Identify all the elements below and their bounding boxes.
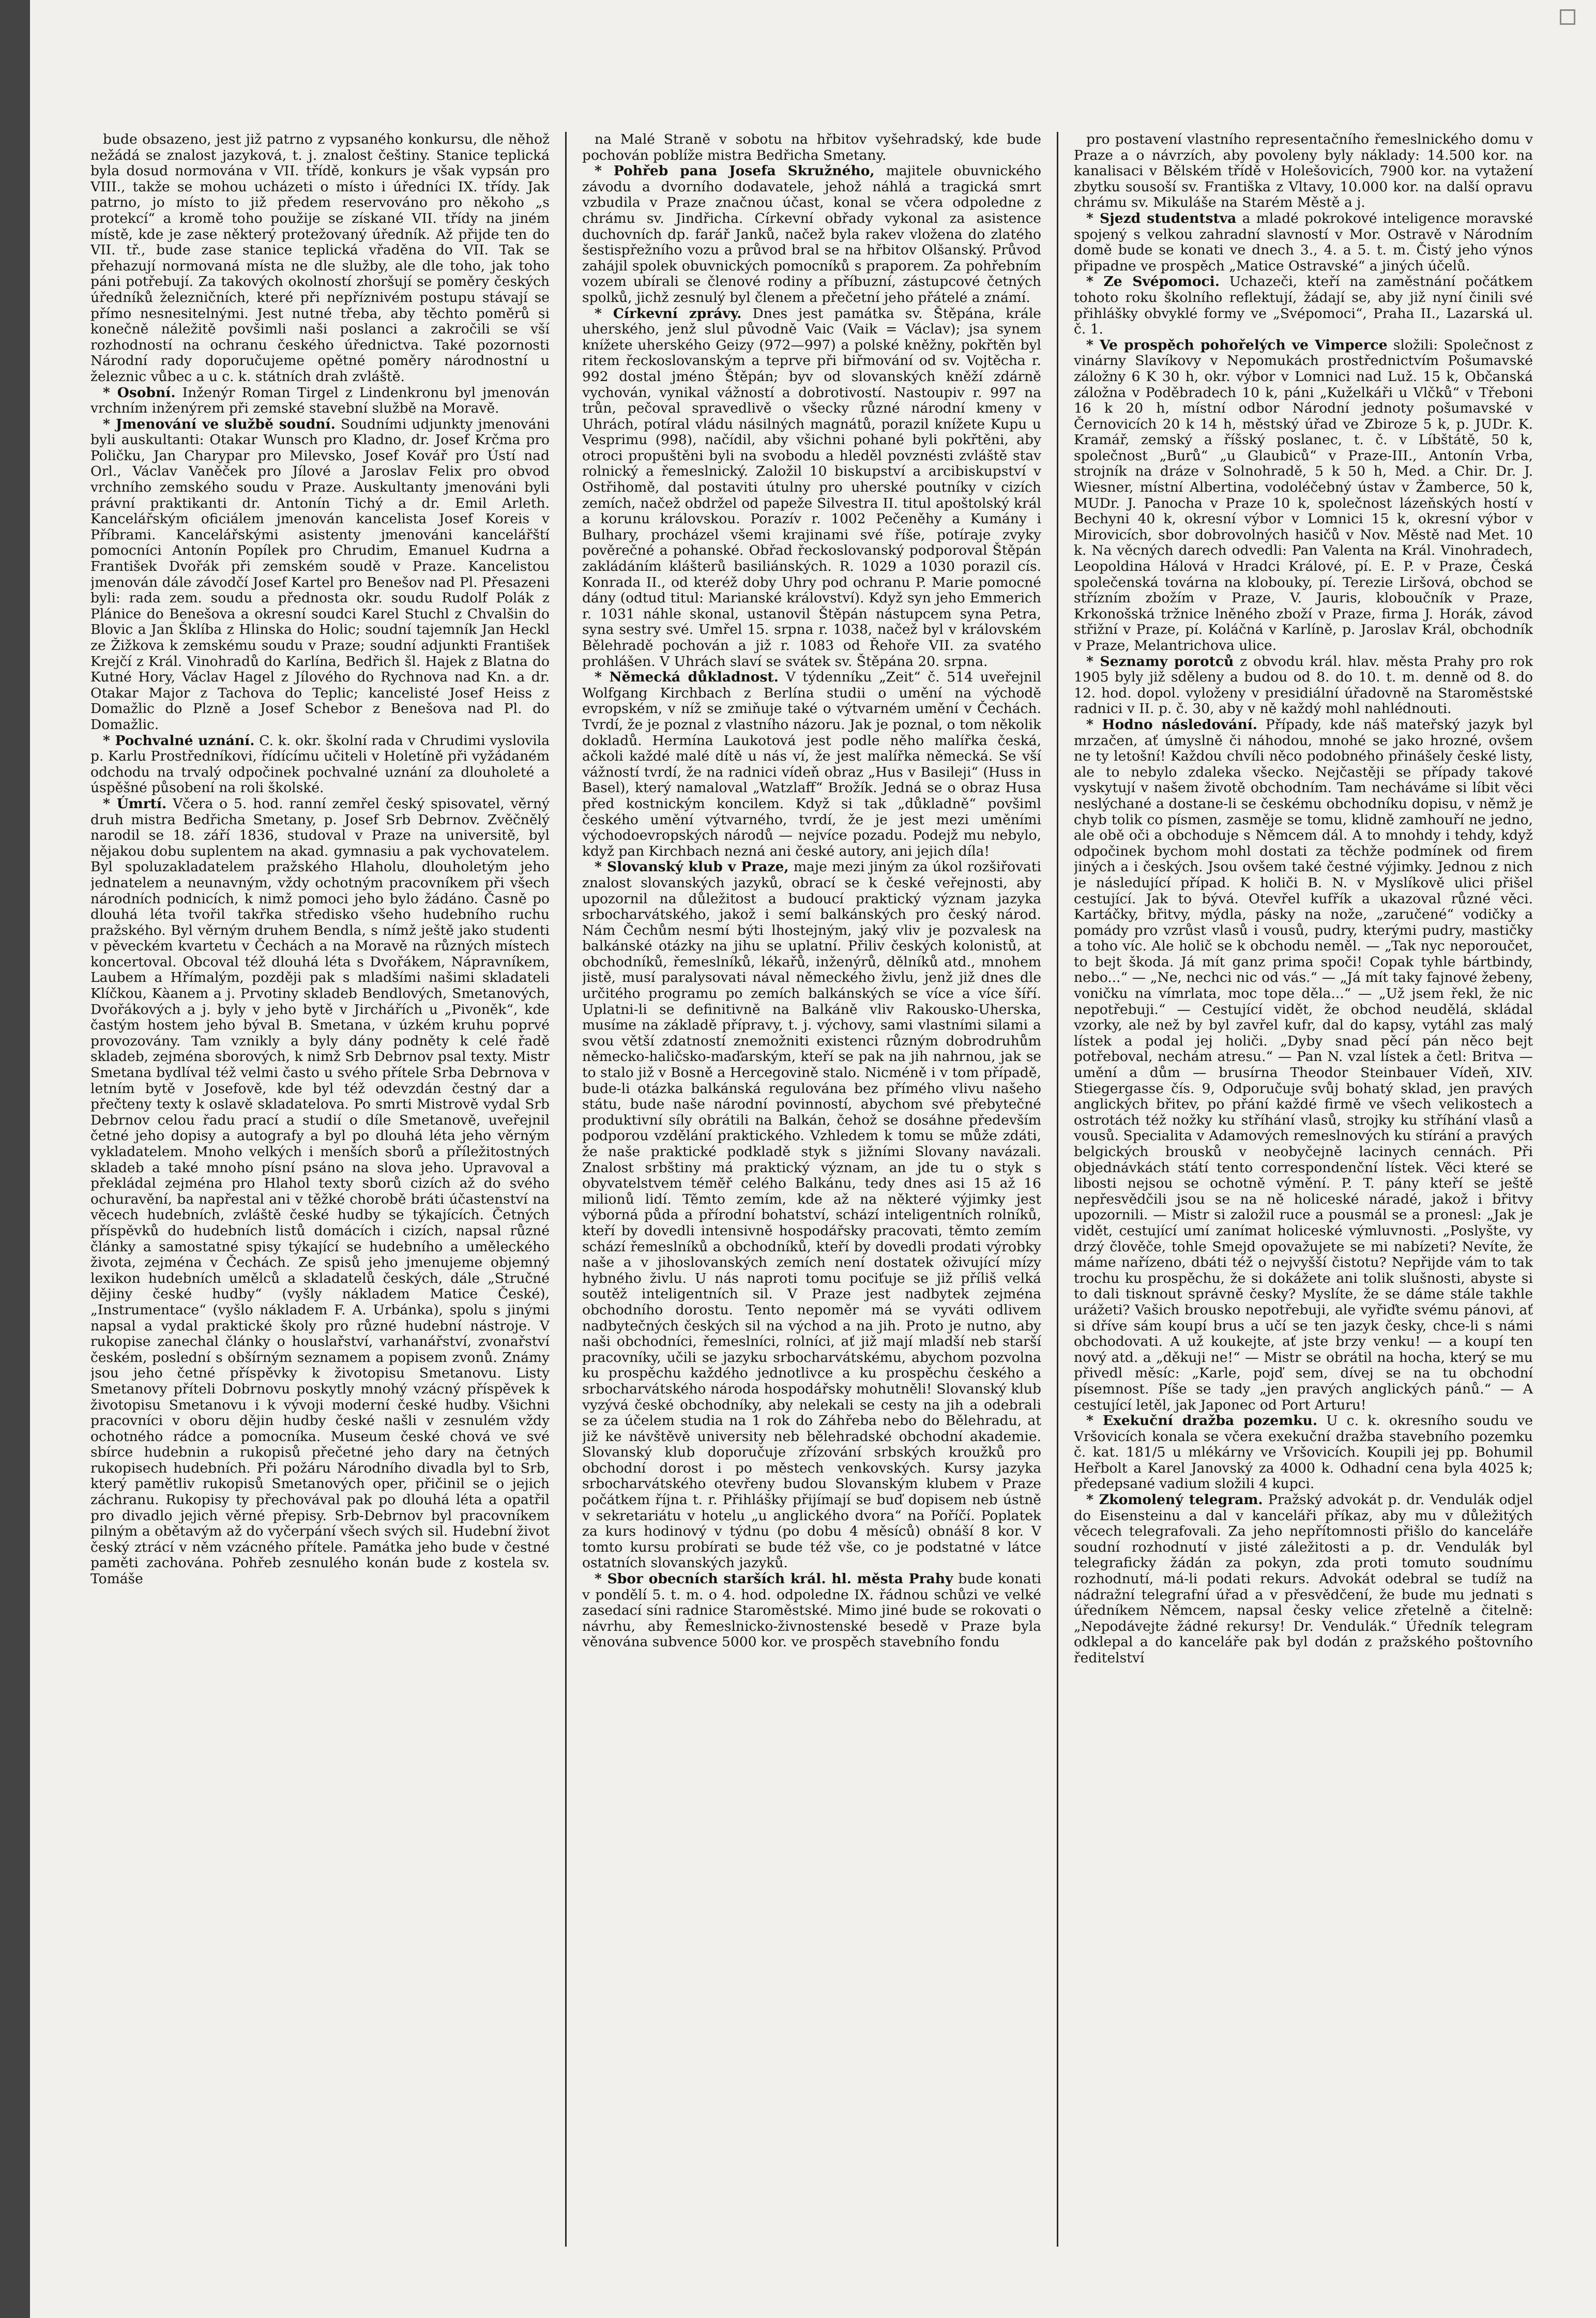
article-headline: * Pochvalné uznání. — [103, 732, 255, 749]
article-body: bude obsazeno, jest již patrno z vypsaného konkursu, dle něhož nežádá se znalost jazyková, t. j. znalost češtiny. Stanice teplická byla dosud normována v VII. třídě, konkurs je však vypsán pro VIII., takže se mohou ucházeti o místo i úředníci IX. třídy. Jak patrno, jo místo to již předem reservováno pro někoho „s protekcí“ a kromě toho použije se získané VII. třídy na jiném místě, kde je zase některý protežovaný úředník. Až přijde ten do VII. tř., bude zase stanice teplická vřaděna do VII. Tak se přehazují normovaná místa ne dle služby, ale dle toho, jak toho páni potřebují. Za takových okolností zhoršují se poměry českých úředníků železničních, které při nepříznivém postupu stávají se přímo nesnesitelnými. Jest nutné třeba, aby těchto poměrů si konečně náležitě povšimli naši poslanci a zakročili se vší rozhodností na ochranu českého úřednictva. Také pozornosti Národní rady doporučujeme opětné poměry národnostní u železnic vůbec a u c. k. státních drah zvláště. — [90, 132, 550, 385]
article-headline: * Církevní zprávy. — [595, 305, 742, 322]
article-headline: * Německá důkladnost. — [595, 669, 779, 686]
article-paragraph — [90, 385, 550, 417]
article-paragraph — [1074, 654, 1533, 717]
article-headline: * Jmenování ve službě soudní. — [103, 416, 336, 432]
article-paragraph — [582, 1571, 1041, 1650]
article-body: Soudními udjunkty jmenováni byli auskultanti: Otakar Wunsch pro Kladno, dr. Josef Krčma pro Poličku, Jan Charypar pro Milevsko, Josef Kovář pro Ústí nad Orl., Václav Vaněček pro Jílové a Jaroslav Felix pro obvod vrchního zemského soudu v Praze. Auskultanty jmenováni byli právní praktikanti dr. Antonín Tichý a dr. Emil Arleth. Kancelářským oficiálem jmenován kancelista Josef Koreis v Příbrami. Kancelářskými asistenty jmenováni kancelářští pomocníci Antonín Popílek pro Chrudim, Emanuel Kudrna a František Dvořák při zemském soudě v Praze. Kancelistou jmenován dále závodčí Josef Kartel pro Benešov nad Pl. Přesazeni byli: rada zem. soudu a přednosta okr. soudu Rudolf Polák z Plánice do Benešova a okresní soudci Karel Stuchl z Chvalšin do Blovic a Jan Šklíba z Hlinska do Holic; soudní tajemník Jan Heckl ze Žižkova k zemskému soudu v Praze; soudní adjunkti František Krejčí z Král. Vinohradů do Karlína, Bedřich šl. Hajek z Blatna do Kutné Hory, Václav Hagel z Jílového do Rychnova nad Kn. a dr. Otakar Major z Tachova do Teplic; kancelisté Josef Heiss z Domažlic do Plzně a Josef Schebor z Benešova nad Pl. do Domažlic. — [90, 416, 550, 733]
article-paragraph — [1074, 211, 1533, 274]
article-headline: * Osobní. — [103, 384, 176, 401]
article-headline: * Pohřeb pana Josefa Skružného, — [595, 163, 875, 179]
article-headline: * Exekuční dražba pozemku. — [1086, 1413, 1318, 1429]
article-body: pro postavení vlastního representačního řemeslnického domu v Praze a o návrzích, aby povoleny byly náklady: 14.500 kor. na kanalisaci v Bělském třídě v Holešovicích, 7900 kor. na vytažení zbytku sousoší sv. Františka z Vltavy, 10.000 kor. na další opravu chrámu sv. Mikuláše na Starém Městě a j. — [1074, 132, 1533, 211]
article-paragraph — [1074, 717, 1533, 1413]
article-headline: * Hodno následování. — [1086, 716, 1258, 733]
article-body: maje mezi jiným za úkol rozšiřovati znalost slovanských jazyků, obrací se k české veřejnosti, aby upozornil na důležitost a budoucí praktický význam jazyka srbocharvátského, jakož i semí balkánských pro český národ. Nám Čechům nesmí býti lhostejným, jaký vliv je pozvalesk na balkánské otázky na jihu se uplatní. Přiliv českých kolonistů, at obchodníků, řemeslníků, lékařů, inženýrů, dělníků atd., mnohem jistě, musí paralysovati nával německého živlu, jenž již dnes dle určitého programu po zemích balkánských se více a více šíří. Uplatni-li se definitivně na Balkáně vliv Rakousko-Uherska, musíme na základě přípravy, t. j. výchovy, sami vlastními silami a svou větší zdatností znemožniti existenci různým dobrodruhům německo-haličsko-maďarským, kteří se pak na jih nahrnou, jak se to stalo již v Bosně a Hercegovině stalo. Nicméně i v tom případě, bude-li otázka balkánská regulována bez přímého vlivu našeho státu, bude naše národní povinností, abychom své přebytečné produktivní síly obrátili na Balkán, čehož se dosáhne především podporou vzdělání praktického. Vzhledem k tomu se může zdáti, že naše praktické podkladě styk s jižními Slovany navázali. Znalost srbštiny má praktický význam, an jde tu o styk s obyvatelstvem téměř celého Balkánu, tedy dnes asi 15 až 16 milionů lidí. Těmto zemím, kde až na některé výjimky jest výborná půda a přírodní bohatství, schází inteligentních rolníků, kteří by dovedli intensivně hospodářsky pracovati, těmto zemím schází řemeslníků a obchodníků, kteří by dovedli prodati výrobky naše a v jihoslovanských zemích není dostatek oživující mízy hybného živlu. U nás naproti tomu pociťuje se již příliš velká soutěž inteligentních sil. V Praze jest nadbytek zejména obchodního dorostu. Tento nepoměr má se vyváti odlivem nadbytečných českých sil na východ a na jih. Proto je nutno, aby naši obchodníci, řemeslníci, rolníci, ať již mají mladší neb starší pracovníky, učili se jazyku srbocharvátskému, abychom pozvolna ku prospěchu každého jednotlivce a ku prospěchu českého a srbocharvátského národa hospodářsky mohutněli! Slovanský klub vyzývá české obchodníky, aby nelekali se cesty na jih a odebrali se za účelem studia na 1 rok do Záhřeba nebo do Bělehradu, at již ke návštěvě university neb bělehradské obchodní akademie. Slovanský klub doporučuje zřízování srbských kroužků pro obchodní dorost i po městech venkovských. Kursy jazyka srbocharvátského otevřeny budou Slovanským klubem v Praze počátkem října t. r. Přihlášky přijímají se buď dopisem neb ústně v sekretariátu v hotelu „u anglického dvora“ na Poříčí. Poplatek za kurs hodinový v týdnu (po dobu 4 měsíců) obnáší 8 kor. V tomto kursu probírati se bude též vše, co je podstatné v látce ostatních slovanských jazyků. — [582, 859, 1041, 1571]
article-paragraph — [90, 132, 550, 385]
article-headline: * Zkomolený telegram. — [1086, 1492, 1263, 1508]
article-body: složili: Společnost z vinárny Slavíkovy v Nepomukách prostřednictvím Pošumavské záložny 6 K 30 h, okr. výbor v Lomnici nad Luž. 15 k, Občanská záložna v Poděbradech 10 k, páni „Kuželkáři u Vlčků“ v Třeboni 16 k 20 h, místní odbor Národní jednoty pošumavské v Černovicích 20 k 14 h, městský úřad ve Zbiroze 5 k, p. JUDr. K. Kramář, zemský a říšský poslanec, t. č. v Líbštátě, 50 k, společnost „Burů“ „u Glaubiců“ v Praze-III., Antonín Vrba, strojník na dráze v Solnohradě, 5 k 50 h, Med. a Chir. Dr. J. Wiesner, místní Albertina, vodoléčebný ústav v Žamberce, 50 k, MUDr. J. Panocha v Praze 10 k, společnost lázeňských hostí v Bechyni 40 k, okresní výbor v Lomnici 15 k, okresní výbor v Mirovicích, sbor dobrovolných hasičů v Nov. Městě nad Met. 10 k. Na věcných darech odvedli: Pan Valenta na Král. Vinohradech, Leopoldina Hálová v Hradci Králové, pí. E. P. v Praze, Česká společenská továrna na klobouky, pí. Terezie Liršová, obchod se střízním zbožím v Praze, V. Jauris, kloboučník v Praze, Krkonošská tržnice lněného zboží v Praze, firma J. Horák, závod střižní v Praze, pí. Koláčná v Karlíně, p. Jaroslav Král, obchodník v Praze, Melantrichova ulice. — [1074, 337, 1533, 654]
article-body: Dnes jest památka sv. Štěpána, krále uherského, jenž slul původně Vaic (Vaik = Václav); jsa synem knížete uherského Geizy (972—997) a polské kněžny, pokřtěn byl ritem řeckoslovanským a teprve při biřmování od sv. Vojtěcha r. 992 dostal jméno Štěpán; byv od slovanských kněží zdárně vychován, vynikal vážností a dobrotivostí. Nastoupiv r. 997 na trůn, pečoval spravedlivě o všecky různé národní kmeny v Uhrách, potíral vládu násilných magnátů, porazil knížete Kupu u Vesprimu (998), načídil, aby všichni pohané byli pokřtěni, aby otroci propuštěni byli na svobodu a hleděl povznésti zvláště stav rolnický a řemeslnický. Založil 10 biskupství a arcibiskupství v Ostřihomě, dal postaviti útulny pro uherské poutníky v cizích zemích, načež obdržel od papeže Silvestra II. titul apoštolský král a korunu královskou. Porazív r. 1002 Pečeněhy a Kumány i Bulhary, procházel všemi krajinami své říše, potíraje zvyky pověrečné a pohanské. Obřad řeckoslovanský podporoval Štěpán zakládáním klášterů basiliánských. R. 1029 a 1030 porazil cís. Konrada II., od kteréž doby Uhry pod ochranu P. Marie pomocné dány (odtud titul: Marianské království). Když syn jeho Emmerich r. 1031 náhle skonal, ustanovil Štěpán nástupcem syna Petra, syna sestry své. Umřel 15. srpna r. 1038, načež byl v královském Bělehradě pochován a již r. 1083 od Řehoře VII. za svatého prohlášen. V Uhrách slaví se svátek sv. Štěpána 20. srpna. — [582, 305, 1041, 670]
article-headline: * Seznamy porotců — [1086, 653, 1234, 670]
text-columns — [90, 132, 1533, 2247]
column-rule — [565, 132, 567, 2247]
article-body: Případy, kde náš mateřský jazyk byl mrzačen, ať úmyslně či náhodou, mnohé se jako hrozné, ovšem ne ty letošní! Každou chvíli něco podobného přinášely české listy, ale to nebylo zdaleka všecko. Nejčastěji se případy takové vyskytují v našem životě obchodním. Tam necháváme si líbit věci neslýchané a dostane-li se českému obchodníku dopisu, v němž je chyb tolik co písmen, zasměje se tomu, klidně zamhouří ne jedno, ale obě oči a obchoduje s Němcem dál. A to mnohdy i tehdy, když odpočinek bychom mohl dostati za těchže podmínek od firem jiných a i českých. Jsou ovšem také čestné výjimky. Jednou z nich je následující případ. K holiči B. N. v Myslíkově ulici přišel cestující. Jak to bývá. Otevřel kufřík a ukazoval různé věci. Kartáčky, břitvy, mýdla, pásky na nože, „zaručené“ vodičky a pomády pro vzrůst vlasů i vousů, pudry, kterými pudry, mastičky a toho víc. Ale holič se k obchodu neměl. — „Tak nyc neporoučet, to bejt škoda. Já mít ganz prima spoči! Copak tyhle bártbindy, nebo...“ — „Ne, nechci nic od vás.“ — „Já mít taky fajnové žebeny, voničku na vímrlata, moc tope děla...“ — „Už jsem řekl, že nic nepotřebuji.“ — Cestující vidět, že obchod neudělá, skládal vzorky, ale než by byl zavřel kufr, dal do kapsy, vytáhl zas malý lístek a podal jej holiči. „Dyby snad pěcí pán něco bejt potřeboval, nechám atresu.“ — Pan N. vzal lístek a četl: Britva — umění a dům — brusírna Theodor Steinbauer Vídeň, XIV. Stiegergasse čís. 9, Odporučuje svůj bohatý sklad, jen pravých anglických břitev, po přání každé firmě ve všech velikostech a ostrotách též nožky ku stříhání vlasů, strojky ku stříhání vlasů a vousů. Specialita v Adamových remeslnových ku stírání a pravých belgických brousků v neobyčejně lacinych cennách. Při objednávkách státí tento correspondenční lístek. Věci které se libosti nejsou se ochotně výmění. P. T. pány kteří se ještě nepřesvědčili jsou se na ně holiceské náradé, jakož i břitvy upozornili. — Mistr si založil ruce a pousmál se a pronesl: „Jak je vidět, cestující umí zanímat holiceské výmluvnosti. „Poslyšte, vy drzý člověče, tohle Smejd opovažujete se mi nabízeti? Nevíte, že máme nařízeno, dbáti též o nejvyšší čistotu? Nepřijde vám to tak trochu ku prospěchu, že si dokážete ani tolik slušnosti, abyste si to dali tisknout správně česky? Myslíte, že se dáme stále takhle urážeti? Vašich brousko nepotřebuji, ale vyřiďte svému pánovi, ať si dříve sám koupí brus a učí se ten jazyk česky, chce-li s námi obchodovati. A už koukejte, ať jste brzy venku! — a koupí ten nový atd. a „děkuji ne!“ — Mistr se obrátil na hocha, který se mu přivedl měsíc: „Karle, pojď sem, dívej se na tu obchodní písemnost. Píše se tady „jen pravých anglických pánů.“ — A cestující letěl, jak Japonec od Port Arturu! — [1074, 716, 1533, 1413]
column-rule — [1057, 132, 1058, 2247]
article-paragraph — [1074, 338, 1533, 654]
article-paragraph — [1074, 274, 1533, 337]
article-headline: * Sjezd studentstva — [1086, 210, 1237, 226]
column-1 — [90, 132, 550, 2247]
article-paragraph — [1074, 132, 1533, 211]
article-paragraph — [90, 796, 550, 1587]
article-headline: * Ve prospěch pohořelých ve Vimperce — [1086, 337, 1388, 353]
article-paragraph — [582, 132, 1041, 163]
article-headline: * Sbor obecních starších král. hl. města Prahy — [595, 1571, 953, 1587]
article-body: z obvodu král. hlav. města Prahy pro rok 1905 byly již sděleny a budou od 8. do 10. t. m. denně od 8. do 12. hod. dopol. vyloženy v presidiální úřadovně na Staroměstské radnici v II. p. č. 30, aby v ně každý mohl nahlédnouti. — [1074, 653, 1533, 717]
article-headline: * Úmrtí. — [103, 795, 167, 812]
article-paragraph — [582, 670, 1041, 859]
column-3 — [1074, 132, 1533, 2247]
article-paragraph — [90, 417, 550, 733]
article-body: bude konati v pondělí 5. t. m. o 4. hod. odpoledne IX. řádnou schůzi ve velké zasedací síni radnice Staroměstské. Mimo jiné bude se rokovati o návrhu, aby Řemeslnicko-živnostenské besedě v Praze byla věnována subvence 5000 kor. ve prospěch stavebního fondu — [582, 1571, 1041, 1650]
article-body: Uchazeči, kteří na zaměstnání počátkem tohoto roku školního reflektují, žádají se, aby již nyní činili své přihlášky obvyklé formy ve „Svépomoci“, Praha II., Lazarská ul. č. 1. — [1074, 274, 1533, 338]
article-body: Inženýr Roman Tirgel z Lindenkronu byl jmenován vrchním inženýrem při zemské stavební službě na Moravě. — [90, 384, 550, 417]
article-body: majitele obuvnického závodu a dvorního dodavatele, jehož náhlá a tragická smrt vzbudila v Praze značnou účast, konal se včera odpoledne z chrámu sv. Jindřicha. Církevní obřady vykonal za asistence duchovních dp. farář Janků, načež byla rakev vložena do zlatého šestispřežního vozu a průvod bral se na hřbitov Olšanský. Průvod zahájil spolek obuvnických pomocníků s praporem. Za pohřebním vozem ubírali se členové rodiny a příbuzní, zástupcové četných spolků, jichž zesnulý byl členem a přečetní jeho přátelé a známí. — [582, 163, 1041, 306]
article-paragraph — [582, 163, 1041, 306]
scan-corner-mark — [1560, 9, 1575, 25]
article-paragraph — [1074, 1413, 1533, 1492]
article-body: na Malé Straně v sobotu na hřbitov vyšehradský, kde bude pochován poblíže mistra Bedřicha Smetany. — [582, 132, 1041, 163]
article-headline: * Ze Svépomoci. — [1086, 274, 1220, 290]
article-paragraph — [1074, 1492, 1533, 1666]
article-headline: * Slovanský klub v Praze, — [595, 859, 789, 875]
article-paragraph — [582, 306, 1041, 670]
article-paragraph — [582, 859, 1041, 1571]
article-body: U c. k. okresního soudu ve Vršovicích konala se včera exekuční dražba stavebního pozemku č. kat. 181/5 u mlékárny ve Vršovicích. Koupili jej pp. Bohumil Heřbolt a Karel Janovský za 4000 k. Odhadní cena byla 4025 k; předepsané vadium složili 4 kupci. — [1074, 1413, 1533, 1492]
article-body: C. k. okr. školní rada v Chrudimi vyslovila p. Karlu Prostředníkovi, řídícímu učiteli v Holetíně při vyžádaném odchodu na trvalý odpočinek pochvalné uznání za dlouholeté a úspěšné působení na roli školské. — [90, 732, 550, 796]
scan-left-border — [0, 0, 30, 2318]
article-body: Včera o 5. hod. ranní zemřel český spisovatel, věrný druh mistra Bedřicha Smetany, p. Josef Srb Debrnov. Zvěčnělý narodil se 18. září 1836, studoval v Praze na universitě, byl nějakou dobu suplentem na akad. gymnasiu a pak vychovatelem. Byl spoluzakladatelem pražského Hlaholu, dlouholetým jeho jednatelem a neunavným, vždy ochotným pracovníkem při všech národních podnicích, k nimž pomoci jeho bylo žádáno. Časně po dlouhá léta tvořil takřka středisko všeho hudebního ruchu pražského. Byl věrným druhem Bendla, s nímž ještě jako studenti v pěveckém kvartetu v Čechách a na Moravě na různých místech koncertoval. Obcoval též dlouhá léta s Dvořákem, Nápravníkem, Laubem a Hřímalým, později pak s mladšími našimi skladateli Klíčkou, Kàanem a j. Prvotiny skladeb Bendlových, Smetanových, Dvořákových a j. byly v jeho bytě v Jirchářích u „Pivoněk“, kde častým hostem jeho býval B. Smetana, v úzkém kruhu poprvé provozovány. Tam vznikly a byly dány podněty k celé řadě skladeb, zejména sborových, k nimž Srb Debrnov psal texty. Mistr Smetana bydlíval též velmi často u svého přítele Srba Debrnova v letním bytě v Josefově, kde byl též odevzdán čestný dar a přečteny texty k oslavě skladatelova. Po smrti Mistrově vydal Srb Debrnov celou řadu prací a studií o díle Smetanově, uveřejnil četné jeho dopisy a autografy a byl po dlouhá léta jeho věrným vykladatelem. Mnoho velkých i menších sborů a příležitostných skladeb a také mnoho písní psáno na slova jeho. Upravoval a překládal zejména pro Hlahol texty sborů cizích až do svého ochuravění, ba napřestal ani v těžké chorobě bráti účastenství na věcech hudebních, zvláště české hudby se týkajících. Četných příspěvků do hudebních listů domácích i cizích, napsal různé články a samostatné spisy týkající se hudebního a uměleckého života, zejména v Čechách. Ze spisů jeho jmenujeme objemný lexikon hudebních umělců a skladatelů českých, dále „Stručné dějiny české hudby“ (vyšly nákladem Matice České), „Instrumentace“ (vyšlo nákladem F. A. Urbánka), spolu s jinými napsal a vydal praktické školy pro různé hudební nástroje. V rukopise zanechal články o houslařství, varhanářství, zvonařství českém, poslední s obšírným seznamem a popisem zvonů. Známy jsou jeho četné příspěvky k životopisu Smetanovu. Listy Smetanovy příteli Dobrnovu poskytly mnohý vzácný příspěvek k životopisu Smetanovu i k vývoji moderní české hudby. Všichni pracovníci v oboru dějin hudby české našli v zesnulém vždy ochotného rádce a pomocníka. Museum české chová ve své sbírce hudebnin a rukopisů přečetné jeho dary na četných rukopisech hudebních. Při požáru Národního divadla byl to Srb, který pamětliv rukopisů Smetanových oper, přičinil se o jejich záchranu. Rukopisy ty přechovával pak po dlouhá léta a opatřil pro divadlo jejich věrné přepisy. Srb-Debrnov byl pracovníkem pilným a obětavým až do vyčerpání všech svých sil. Hudební život český ztrácí v něm vzácného přítele. Památka jeho bude v čestné paměti zachována. Pohřeb zesnulého konán bude z kostela sv. Tomáše — [90, 795, 550, 1587]
article-paragraph — [90, 733, 550, 796]
article-body: Pražský advokát p. dr. Vendulák odjel do Eisensteinu a dal v kanceláři příkaz, aby mu v důležitých věcech telegrafovali. Za jeho nepřítomnosti přišlo do kanceláře soudní rozhodnutí v jisté záležitosti a p. dr. Vendulák byl telegraficky žádán za pokyn, zda proti tomuto soudnímu rozhodnutí, má-li podati rekurs. Advokát odebral se tudíž na nádražní telegrafní úřad a v přesvědčení, že bude mu jednati s úředníkem Němcem, napsal česky velice zřetelně a čitelně: „Nepodávejte žádné rekursy! Dr. Vendulák.“ Úředník telegram odklepal a do kanceláře pak byl dodán z pražského poštovního ředitelství — [1074, 1492, 1533, 1666]
article-body: a mladé pokrokové inteligence moravské spojený s velkou zahradní slavností v Mor. Ostravě v Národním domě bude se konati ve dnech 3., 4. a 5. t. m. Čistý jeho výnos připadne ve prospěch „Matice Ostravské“ a jiných účelů. — [1074, 210, 1533, 274]
article-body: V týdenníku „Zeit“ č. 514 uveřejnil Wolfgang Kirchbach z Berlína studii o umění na východě evropském, v níž se zmiňuje také o výtvarném umění v Čechách. Tvrdí, že je poznal z vlastního názoru. Jak je poznal, o tom několik dokladů. Hermína Laukotová jest podle něho malířka česká, ačkoli každé malé dítě u nás ví, že jest malířka německá. Se vší vážností tvrdí, že na radnici vídeň obraz „Hus v Basileji“ (Huss in Basel), který namaloval „Watzlaff“ Brožík. Jedná se o obraz Husa před kostnickým koncilem. Když si tak „důkladně“ povšiml českého umění výtvarného, tvrdí, že je jest mezi uměními východoevropských národů — nejvíce pozadu. Podejž mu nebylo, když pan Kirchbach nezná ani české autory, ani jejich díla! — [582, 669, 1041, 859]
column-2 — [582, 132, 1041, 2247]
